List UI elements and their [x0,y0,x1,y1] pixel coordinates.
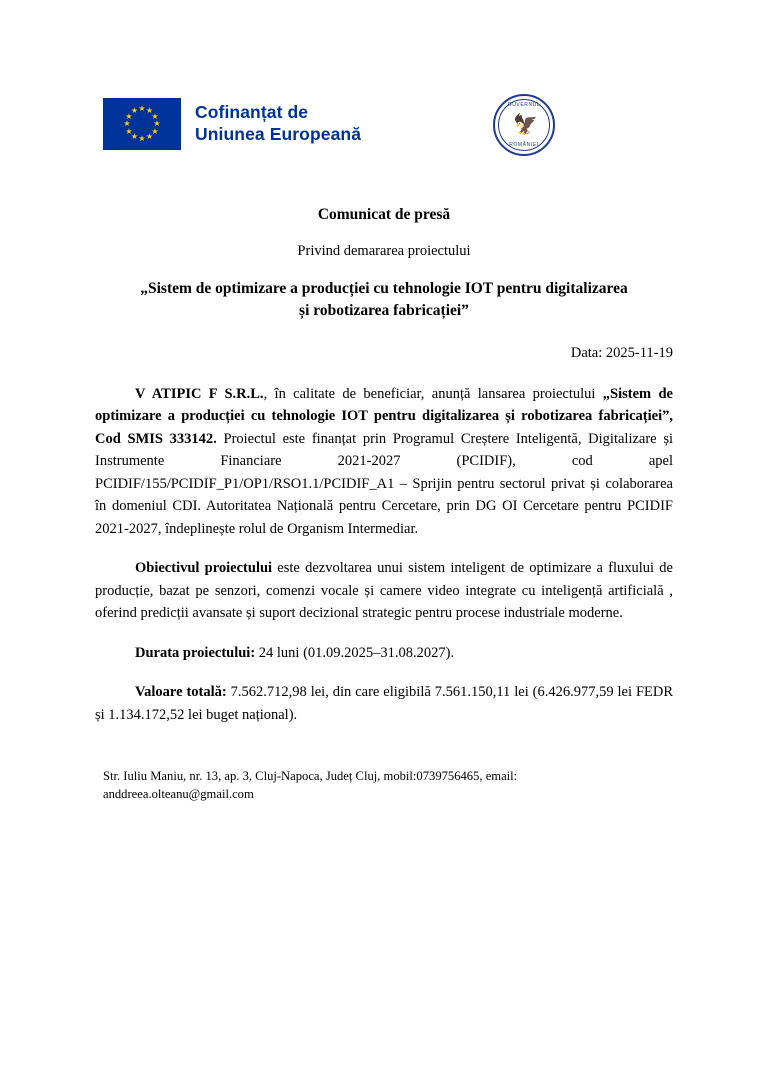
eu-star-icon: ★ [123,119,131,128]
eu-logo-line1: Cofinanțat de [195,102,309,123]
government-of-romania-seal-icon [493,94,555,156]
eu-star-icon: ★ [145,106,154,115]
seal-eagle-icon: 🦅 [513,114,538,136]
project-title: „Sistem de optimizare a producției cu tehnologie IOT pentru digitalizarea și robotizarea fabricației” [140,279,628,320]
eu-star-icon: ★ [138,104,146,113]
eu-flag-icon [103,98,181,150]
eu-cofinancing-logo [103,98,361,150]
eu-star-icon: ★ [138,134,146,143]
eu-logo-line2: Uniunea Europeană [195,124,362,144]
beneficiary-name: V ATIPIC F S.R.L. [135,385,264,402]
eu-star-icon: ★ [151,126,159,136]
total-value-label: Valoare totală: [135,684,227,701]
eu-star-icon: ★ [145,131,154,141]
eu-star-icon: ★ [125,111,133,121]
eu-star-icon: ★ [151,111,159,121]
eu-star-icon: ★ [130,106,139,115]
paragraph-project-intro [95,383,673,540]
eu-star-icon: ★ [130,131,139,141]
eu-logo-text [195,102,361,146]
document-subtitle: Privind demararea proiectului [297,243,471,260]
seal-top-text: GUVERNUL [507,102,541,108]
duration-label: Durata proiectului: [135,644,256,661]
seal-bottom-text: ROMÂNIEI [509,142,539,148]
page-title: Comunicat de presă [317,206,451,223]
objective-label: Obiectivul proiectului [135,560,273,577]
duration-text: 24 luni (01.09.2025–31.08.2027). [255,644,455,661]
paragraph-objective [95,557,673,624]
footer-contact [103,767,673,804]
document-page [0,85,768,1079]
eu-star-icon: ★ [125,126,133,136]
total-value-text: 7.562.712,98 lei, din care eligibilă 7.561.150,11 lei (6.426.977,59 lei FEDR și 1.134.172,52 lei buget național). [95,684,674,723]
document-date: Data: 2025-11-19 [570,344,673,361]
project-name-bold: „Sistem de optimizare a producției cu tehnologie IOT pentru digitalizarea și robotizarea fabricației”, Cod SMIS 333142. [95,385,673,447]
logo-row [95,85,673,205]
footer-address-line: Str. Iuliu Maniu, nr. 13, ap. 3, Cluj-Napoca, Județ Cluj, mobil:0739756465, email: [103,769,518,783]
paragraph-total-value [95,681,673,726]
paragraph-intro-text-b: Proiectul este finanțat prin Programul Creștere Inteligentă, Digitalizare și Instrumente Financiare 2021-2027 (PCIDIF), cod apel PCIDIF/155/PCIDIF_P1/OP1/RSO1.1/PCIDIF_A1 – Sprijin pentru sectorul privat și colaborarea în domeniul CDI. Autoritatea Națională pentru Cercetare, prin DG OI Cercetare pentru PCIDIF 2021-2027, îndeplinește rolul de Organism Intermediar. [95,430,673,537]
footer-email-line: anddreea.olteanu@gmail.com [103,787,254,802]
objective-text: este dezvoltarea unui sistem inteligent de optimizare a fluxului de producție, bazat pe senzori, comenzi vocale și camere video integrate cu inteligență artificială , oferind predicții avansate și suport decizional strategic pentru procese industriale moderne. [95,560,673,622]
paragraph-intro-text-a: , în calitate de beneficiar, anunță lansarea proiectului [263,385,603,402]
paragraph-duration [95,642,673,664]
eu-star-icon: ★ [153,119,161,128]
